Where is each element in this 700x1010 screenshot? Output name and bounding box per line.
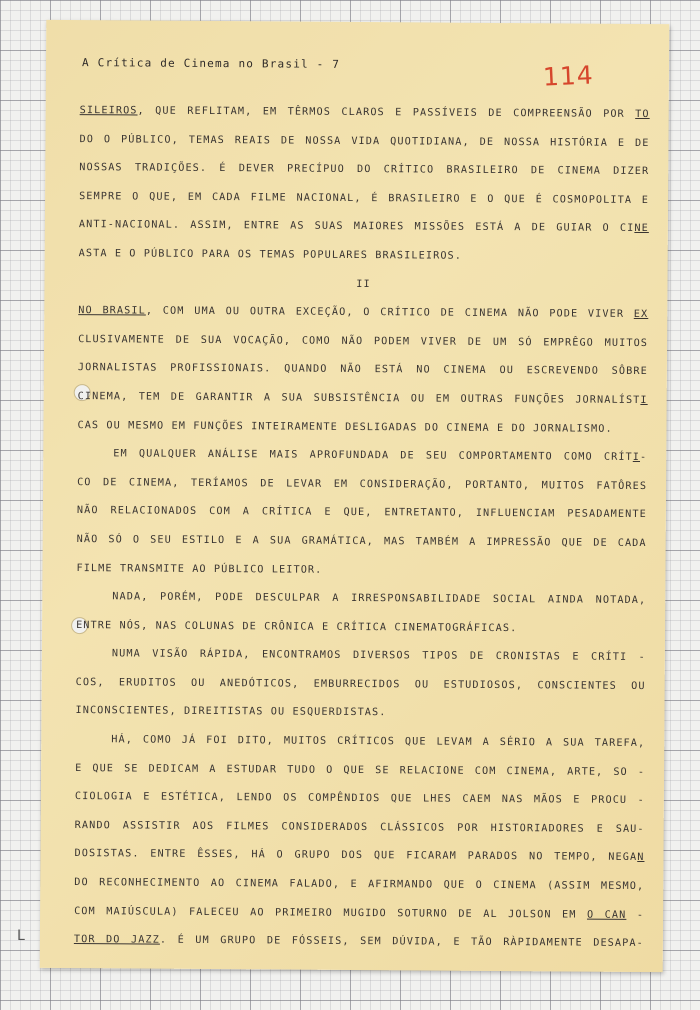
document-page — [40, 20, 670, 972]
text-line — [77, 469, 647, 502]
underlined-text: TO — [635, 108, 650, 121]
text-line — [80, 97, 650, 130]
text-line — [75, 755, 645, 788]
text-line — [76, 640, 646, 673]
text-run: CO DE CINEMA, TERÍAMOS DE LEVAR EM CONSIDERAÇÃO, PORTANTO, MUITOS FATÔRES — [77, 476, 648, 492]
text-run: FILME TRANSMITE AO PÚBLICO LEITOR. — [76, 562, 323, 576]
text-line — [76, 555, 646, 588]
underlined-text: SILEIROS — [79, 105, 138, 117]
text-run: INCONSCIENTES, DIREITISTAS OU ESQUERDISTAS. — [75, 705, 387, 719]
underlined-text: NE — [634, 223, 649, 235]
underlined-text: N — [637, 852, 645, 864]
text-run: NÃO RELACIONADOS COM A CRÍTICA E QUE, ENTRETANTO, INFLUENCIAM PESADAMENTE — [76, 505, 647, 521]
text-run: NOSSAS TRADIÇÕES. É DEVER PRECÍPUO DO CRÍTICO BRASILEIRO DE CINEMA DIZER — [79, 162, 650, 178]
underlined-text: I — [632, 452, 641, 464]
text-line — [76, 669, 646, 702]
text-run: E QUE SE DEDICAM A ESTUDAR TUDO O QUE SE RELACIONE COM CINEMA, ARTE, SO - — [75, 762, 646, 778]
text-line — [74, 926, 644, 959]
text-line — [78, 297, 648, 330]
text-line — [79, 211, 649, 244]
text-line — [75, 783, 645, 816]
underlined-text: O CAN — [586, 909, 627, 921]
text-line — [75, 726, 645, 759]
underlined-text: TOR DO JAZZ — [73, 934, 160, 946]
text-run: EM QUALQUER ANÁLISE MAIS APROFUNDADA DE SEU COMPORTAMENTO COMO CRÍT — [113, 448, 633, 464]
text-run: COM MAIÚSCULA) FALECEU AO PRIMEIRO MUGIDO SOTURNO DE AL JOLSON EM — [74, 905, 588, 921]
text-run: DO O PÚBLICO, TEMAS REAIS DE NOSSA VIDA QUOTIDIANA, DE NOSSA HISTÓRIA E DE — [79, 133, 650, 149]
handwritten-page-number: 114 — [542, 60, 595, 92]
text-line — [75, 812, 645, 845]
text-run: ANTI-NACIONAL. ASSIM, ENTRE AS SUAS MAIORES MISSÕES ESTÁ A DE GUIAR O CI — [78, 219, 635, 235]
text-run: RANDO ASSISTIR AOS FILMES CONSIDERADOS CLÁSSICOS POR HISTORIADORES E SAU- — [74, 819, 645, 835]
text-run: DO RECONHECIMENTO AO CINEMA FALADO, E AFIRMANDO QUE O CINEMA (ASSIM MESMO, — [74, 877, 645, 893]
text-line — [74, 840, 644, 873]
text-line — [74, 869, 644, 902]
text-run: COS, ERUDITOS OU ANEDÓTICOS, EMBURRECIDOS OU ESTUDIOSOS, CONSCIENTES OU — [75, 676, 646, 692]
text-line — [78, 354, 648, 387]
text-run: ENTRE NÓS, NAS COLUNAS DE CRÔNICA E CRÍTICA CINEMATOGRÁFICAS. — [76, 619, 518, 634]
text-run: SEMPRE O QUE, EM CADA FILME NACIONAL, É BRASILEIRO E O QUE É COSMOPOLITA E — [79, 190, 650, 206]
text-line — [76, 612, 646, 645]
text-run: CLUSIVAMENTE DE SUA VOCAÇÃO, COMO NÃO PODEM VIVER DE UM SÓ EMPRÊGO MUITOS — [78, 333, 649, 349]
text-run: II — [356, 278, 371, 290]
text-line — [77, 412, 647, 445]
text-line — [77, 440, 647, 473]
text-run: CAS OU MESMO EM FUNÇÕES INTEIRAMENTE DESLIGADAS DO CINEMA E DO JORNALISMO. — [77, 419, 613, 435]
text-line — [77, 497, 647, 530]
text-run: JORNALISTAS PROFISSIONAIS. QUANDO NÃO ESTÁ NO CINEMA OU ESCREVENDO SÔBRE — [77, 362, 648, 378]
underlined-text: NO BRASIL — [78, 305, 146, 317]
text-line — [79, 183, 649, 216]
text-run: NÃO SÓ O SEU ESTILO E A SUA GRAMÁTICA, MAS TAMBÉM A IMPRESSÃO QUE DE CADA — [76, 533, 647, 549]
text-line — [79, 126, 649, 159]
text-run: HÁ, COMO JÁ FOI DITO, MUITOS CRÍTICOS QUE LEVAM A SÉRIO A SUA TAREFA, — [111, 734, 646, 750]
text-run: - — [640, 452, 648, 464]
text-run: NUMA VISÃO RÁPIDA, ENCONTRAMOS DIVERSOS TIPOS DE CRONISTAS E CRÍTI - — [111, 648, 646, 664]
text-run: . É UM GRUPO DE FÓSSEIS, SEM DÚVIDA, E TÃO RÀPIDAMENTE DESAPA- — [159, 934, 644, 950]
text-line — [75, 698, 645, 731]
text-line — [77, 526, 647, 559]
underlined-text: I — [640, 394, 648, 406]
text-run: CINEMA, TEM DE GARANTIR A SUA SUBSISTÊNCIA OU EM OUTRAS FUNÇÕES JORNALÍST — [77, 391, 641, 406]
text-line — [78, 326, 648, 359]
text-line — [79, 154, 649, 187]
text-run: , QUE REFLITAM, EM TÊRMOS CLAROS E PASSÍVEIS DE COMPREENSÃO POR — [137, 105, 636, 120]
text-line — [78, 269, 648, 302]
text-line — [78, 383, 648, 416]
text-run: - — [626, 909, 645, 921]
underlined-text: EX — [633, 309, 649, 321]
text-run: ASTA E O PÚBLICO PARA OS TEMAS POPULARES BRASILEIROS. — [78, 248, 463, 262]
typewritten-body — [74, 97, 650, 959]
page-header: A Crítica de Cinema no Brasil - 7 — [81, 56, 341, 71]
text-line — [74, 898, 644, 931]
text-run: CIOLOGIA E ESTÉTICA, LENDO OS COMPÊNDIOS QUE LHES CAEM NAS MÃOS E PROCU - — [74, 791, 645, 807]
text-line — [79, 240, 649, 273]
text-run: NADA, PORÉM, PODE DESCULPAR A IRRESPONSABILIDADE SOCIAL AINDA NOTADA, — [112, 591, 647, 607]
text-run: DOSISTAS. ENTRE ÊSSES, HÁ O GRUPO DOS QUE FICARAM PARADOS NO TEMPO, NEGA — [74, 848, 638, 864]
margin-pencil-mark: L — [17, 928, 25, 944]
text-run: , COM UMA OU OUTRA EXCEÇÃO, O CRÍTICO DE CINEMA NÃO PODE VIVER — [145, 305, 634, 321]
text-line — [76, 583, 646, 616]
